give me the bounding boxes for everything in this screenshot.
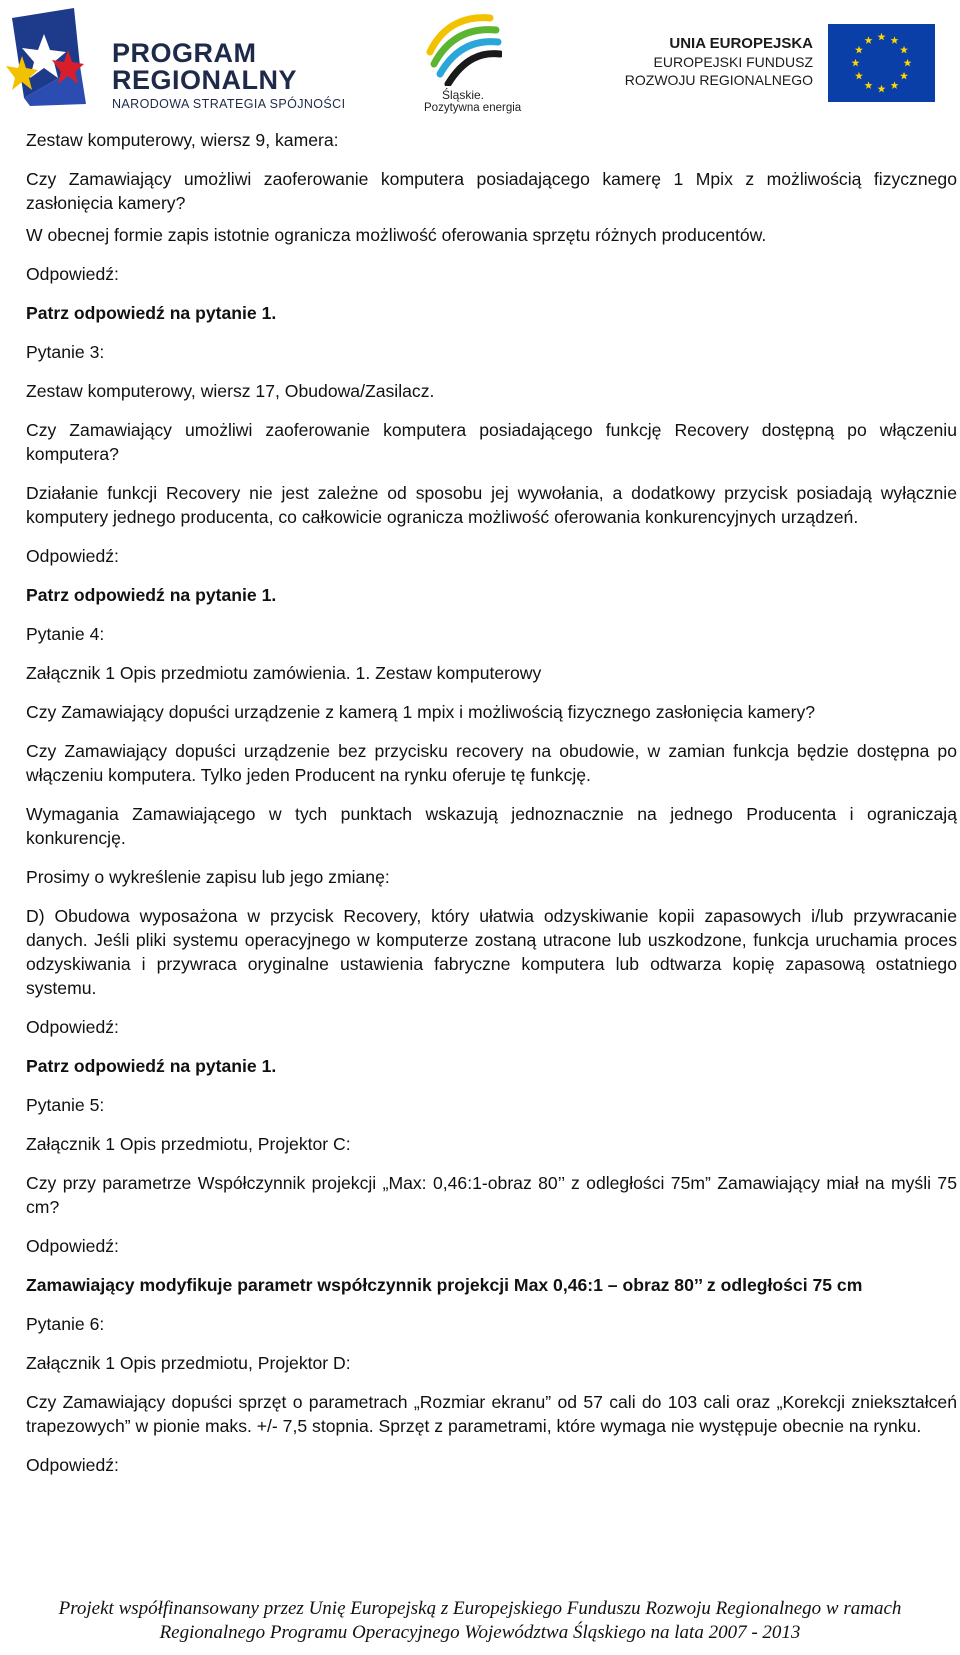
paragraph: Odpowiedź: <box>26 264 119 284</box>
paragraph: Załącznik 1 Opis przedmiotu zamówienia. 1. Zestaw komputerowy <box>26 663 542 683</box>
footer-line1: Projekt współfinansowany przez Unię Europejską z Europejskiego Funduszu Rozwoju Regionalnego w ramach <box>58 1598 902 1619</box>
paragraph: Czy przy parametrze Współczynnik projekcji „Max: 0,46:1-obraz 80’’ z odległości 75m” Zamawiający miał na myśli 75 cm? <box>26 1173 957 1217</box>
paragraph: Odpowiedź: <box>26 1017 119 1037</box>
paragraph: Zamawiający modyfikuje parametr współczynnik projekcji Max 0,46:1 – obraz 80’’ z odległości 75 cm <box>26 1275 863 1295</box>
paragraph: Czy Zamawiający dopuści urządzenie bez przycisku recovery na obudowie, w zamian funkcja będzie dostępna po włączeniu komputera. Tylko jeden Producent na rynku oferuje tę funkcję. <box>26 741 957 785</box>
paragraph: Prosimy o wykreślenie zapisu lub jego zmianę: <box>26 867 390 887</box>
paragraph: Patrz odpowiedź na pytanie 1. <box>26 1056 277 1076</box>
footer-line2: Regionalnego Programu Operacyjnego Województwa Śląskiego na lata 2007 - 2013 <box>159 1622 801 1643</box>
program-title-line2: REGIONALNY <box>112 65 298 95</box>
eu-title: UNIA EUROPEJSKA <box>669 35 813 52</box>
slaskie-tagline: Pozytywna energia <box>424 102 522 114</box>
paragraph: W obecnej formie zapis istotnie ogranicza możliwość oferowania sprzętu różnych producentów. <box>26 225 767 245</box>
slaskie-waves-icon <box>424 12 502 86</box>
eu-flag-icon <box>828 24 935 102</box>
paragraph: Odpowiedź: <box>26 1236 119 1256</box>
paragraph: Czy Zamawiający umożliwi zaoferowanie komputera posiadającego funkcję Recovery dostępną po włączeniu komputera? <box>26 420 957 464</box>
paragraph: Załącznik 1 Opis przedmiotu, Projektor D: <box>26 1353 351 1373</box>
paragraph: D) Obudowa wyposażona w przycisk Recovery, który ułatwia odzyskiwanie kopii zapasowych i/lub przywracanie danych. Jeśli pliki systemu operacyjnego w komputerze zostaną utracone lub uszkodzone, funkcja uruchamia proces odzyskiwania i przywraca oryginalne ustawienia fabryczne komputera lub odtwarza kopię zapasową ostatniego systemu. <box>26 906 957 998</box>
document-body <box>26 128 957 1492</box>
slaskie-logo <box>418 12 528 116</box>
paragraph: Działanie funkcji Recovery nie jest zależne od sposobu jej wywołania, a dodatkowy przycisk posiadają wyłącznie komputery jednego producenta, co całkowicie ogranicza możliwość oferowania konkurencyjnych urządzeń. <box>26 483 957 527</box>
paragraph: Odpowiedź: <box>26 546 119 566</box>
program-regionalny-logo <box>4 6 354 110</box>
paragraph: Pytanie 6: <box>26 1314 105 1334</box>
paragraph: Zestaw komputerowy, wiersz 9, kamera: <box>26 130 339 150</box>
paragraph: Czy Zamawiający umożliwi zaoferowanie komputera posiadającego kamerę 1 Mpix z możliwością fizycznego zasłonięcia kamery? <box>26 169 957 213</box>
paragraph: Zestaw komputerowy, wiersz 17, Obudowa/Zasilacz. <box>26 381 435 401</box>
page-header <box>0 0 960 120</box>
slaskie-name: Śląskie. <box>442 88 485 102</box>
program-title-line1: PROGRAM <box>112 38 257 68</box>
paragraph: Czy Zamawiający dopuści urządzenie z kamerą 1 mpix i możliwością fizycznego zasłonięcia kamery? <box>26 702 816 722</box>
program-subtitle: NARODOWA STRATEGIA SPÓJNOŚCI <box>112 97 346 111</box>
paragraph: Pytanie 3: <box>26 342 105 362</box>
page-footer <box>0 1597 960 1645</box>
paragraph: Pytanie 5: <box>26 1095 105 1115</box>
paragraph: Załącznik 1 Opis przedmiotu, Projektor C: <box>26 1134 351 1154</box>
eu-logo <box>605 24 935 104</box>
paragraph: Pytanie 4: <box>26 624 105 644</box>
paragraph: Patrz odpowiedź na pytanie 1. <box>26 585 277 605</box>
eu-fund-line2: ROZWOJU REGIONALNEGO <box>624 72 813 88</box>
paragraph: Czy Zamawiający dopuści sprzęt o parametrach „Rozmiar ekranu” od 57 cali do 103 cali oraz „Korekcji zniekształceń trapezowych” w pionie maks. +/- 7,5 stopnia. Sprzęt z parametrami, które wymaga nie występuje obecnie na rynku. <box>26 1392 957 1436</box>
paragraph: Wymagania Zamawiającego w tych punktach wskazują jednoznacznie na jednego Producenta i ograniczają konkurencję. <box>26 804 957 848</box>
eu-fund-line1: EUROPEJSKI FUNDUSZ <box>653 54 813 70</box>
paragraph: Odpowiedź: <box>26 1455 119 1475</box>
paragraph: Patrz odpowiedź na pytanie 1. <box>26 303 277 323</box>
star-emblem-icon <box>4 6 94 106</box>
